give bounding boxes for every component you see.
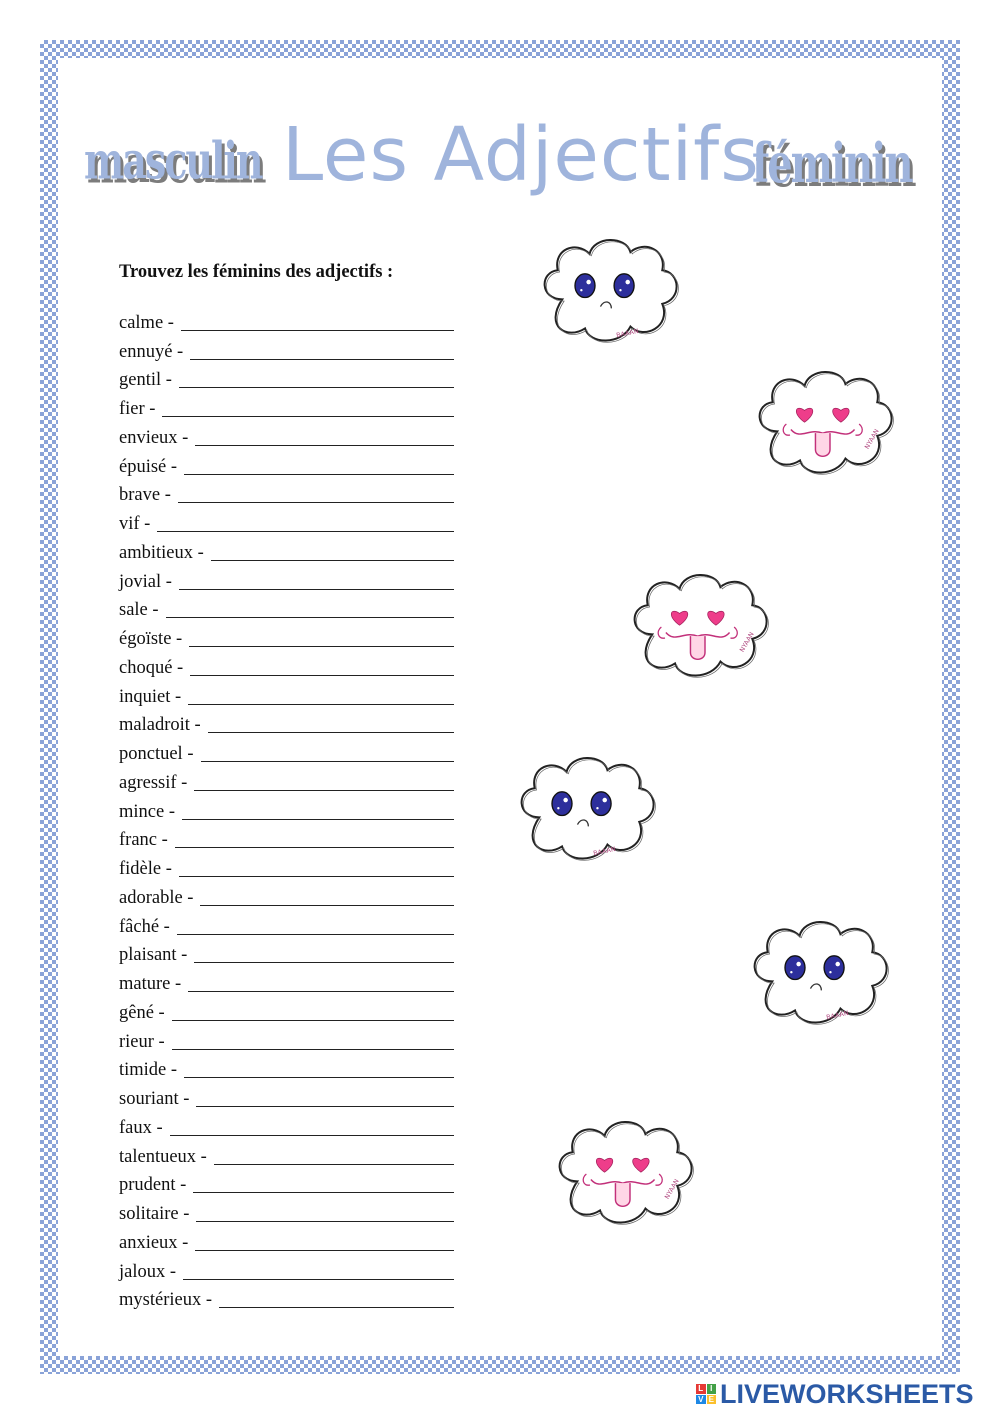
liveworksheets-logo <box>696 1380 974 1408</box>
answer-blank[interactable] <box>166 597 454 618</box>
logo-text: LIVEWORKSHEETS <box>720 1378 974 1409</box>
cloud-signature: BAAAN <box>615 327 640 340</box>
masculin-label: masculin <box>84 130 262 191</box>
adjective-row <box>119 421 454 450</box>
adjective-word: mystérieux - <box>119 1290 212 1311</box>
answer-blank[interactable] <box>208 712 454 733</box>
cloud-signature: NYAAN <box>738 631 756 654</box>
adjective-row <box>119 622 454 651</box>
adjective-word: mince - <box>119 801 175 822</box>
adjective-row <box>119 737 454 766</box>
adjective-word: fâché - <box>119 916 170 937</box>
adjective-row <box>119 651 454 680</box>
adjective-word: jovial - <box>119 571 172 592</box>
logo-badge-letter: L <box>696 1384 706 1394</box>
answer-blank[interactable] <box>211 540 454 561</box>
answer-blank[interactable] <box>179 569 454 590</box>
adjective-word: mature - <box>119 974 182 994</box>
adjective-row <box>119 306 454 335</box>
adjective-row <box>119 967 454 996</box>
answer-blank[interactable] <box>162 396 454 417</box>
adjective-word: jaloux - <box>119 1261 177 1282</box>
adjective-row <box>119 565 454 594</box>
adjective-row <box>119 1226 454 1255</box>
logo-badge-letter: V <box>696 1395 706 1405</box>
answer-blank[interactable] <box>195 1230 454 1251</box>
page-title: Les Adjectifs <box>282 112 760 198</box>
answer-blank[interactable] <box>196 1086 454 1107</box>
adjective-row <box>119 507 454 536</box>
cloud-signature: BAAAN <box>592 845 617 858</box>
adjective-word: épuisé - <box>119 456 178 477</box>
adjective-word: gentil - <box>119 370 172 391</box>
answer-blank[interactable] <box>175 827 454 848</box>
sad-cloud-icon <box>535 230 685 360</box>
adjective-word: agressif - <box>119 772 188 793</box>
adjective-row <box>119 766 454 795</box>
adjective-row <box>119 450 454 479</box>
adjective-row <box>119 1140 454 1169</box>
adjective-word: prudent - <box>119 1175 187 1196</box>
adjective-row <box>119 1054 454 1083</box>
adjective-row <box>119 996 454 1025</box>
adjective-word: plaisant - <box>119 945 188 966</box>
cloud-signature: NYAAN <box>863 428 881 451</box>
cloud-signature: NYAAN <box>663 1178 681 1201</box>
adjective-row <box>119 1025 454 1054</box>
adjective-row <box>119 594 454 623</box>
adjective-row <box>119 1255 454 1284</box>
adjective-word: franc - <box>119 830 168 851</box>
adjective-row <box>119 680 454 709</box>
love-cloud-icon <box>625 565 775 695</box>
adjective-word: égoïste - <box>119 629 183 649</box>
answer-blank[interactable] <box>181 310 454 331</box>
adjective-word: faux - <box>119 1117 163 1138</box>
adjective-word: sale - <box>119 600 159 621</box>
adjective-word: fidèle - <box>119 859 172 879</box>
adjective-word: inquiet - <box>119 686 182 707</box>
adjective-word: gêné - <box>119 1002 165 1023</box>
answer-blank[interactable] <box>195 425 454 446</box>
answer-blank[interactable] <box>219 1287 454 1308</box>
answer-blank[interactable] <box>179 367 454 388</box>
adjective-word: anxieux - <box>119 1232 189 1253</box>
adjective-word: envieux - <box>119 427 189 448</box>
adjective-row <box>119 536 454 565</box>
answer-blank[interactable] <box>194 770 454 791</box>
adjective-word: adorable - <box>119 887 194 908</box>
adjective-word: talentueux - <box>119 1146 207 1167</box>
answer-blank[interactable] <box>172 1029 454 1050</box>
adjective-word: ennuyé - <box>119 341 184 362</box>
live-badge-icon <box>696 1384 716 1404</box>
adjective-word: timide - <box>119 1060 178 1081</box>
love-cloud-icon <box>750 362 900 492</box>
answer-blank[interactable] <box>184 1057 454 1078</box>
logo-badge-letter: E <box>707 1395 717 1405</box>
answer-blank[interactable] <box>200 885 454 906</box>
adjective-word: ambitieux - <box>119 542 204 563</box>
adjective-row <box>119 939 454 968</box>
adjective-row <box>119 1284 454 1313</box>
adjective-row <box>119 392 454 421</box>
adjective-word: calme - <box>119 312 174 333</box>
answer-blank[interactable] <box>157 511 454 532</box>
answer-blank[interactable] <box>182 799 454 820</box>
answer-blank[interactable] <box>183 1259 454 1280</box>
answer-blank[interactable] <box>189 626 454 647</box>
answer-blank[interactable] <box>178 482 454 503</box>
adjective-word: choqué - <box>119 657 184 678</box>
sad-cloud-icon <box>512 748 662 878</box>
adjective-word: rieur - <box>119 1031 165 1052</box>
adjective-row <box>119 364 454 393</box>
answer-blank[interactable] <box>201 741 455 762</box>
adjective-row <box>119 1111 454 1140</box>
answer-blank[interactable] <box>172 1000 454 1021</box>
adjective-word: brave - <box>119 485 171 506</box>
cloud-signature: BAAAN <box>825 1009 850 1022</box>
feminin-label: féminin <box>752 132 912 196</box>
adjective-row <box>119 824 454 853</box>
adjective-word: ponctuel - <box>119 744 194 764</box>
logo-badge-letter: I <box>707 1384 717 1394</box>
adjective-row <box>119 1082 454 1111</box>
adjective-word: solitaire - <box>119 1204 190 1224</box>
answer-blank[interactable] <box>193 1172 454 1193</box>
answer-blank[interactable] <box>184 454 454 475</box>
sad-cloud-icon <box>745 912 895 1042</box>
instruction-text: Trouvez les féminins des adjectifs : <box>119 262 394 282</box>
adjective-row <box>119 1169 454 1198</box>
love-cloud-icon <box>550 1112 700 1242</box>
answer-blank[interactable] <box>188 971 454 992</box>
adjective-list <box>119 306 454 1312</box>
adjective-row <box>119 709 454 738</box>
adjective-row <box>119 335 454 364</box>
adjective-row <box>119 852 454 881</box>
answer-blank[interactable] <box>170 1115 454 1136</box>
answer-blank[interactable] <box>196 1201 454 1222</box>
adjective-row <box>119 479 454 508</box>
adjective-row <box>119 881 454 910</box>
answer-blank[interactable] <box>194 942 454 963</box>
adjective-word: vif - <box>119 514 151 534</box>
adjective-word: souriant - <box>119 1089 190 1109</box>
adjective-word: fier - <box>119 399 156 419</box>
adjective-row <box>119 910 454 939</box>
adjective-word: maladroit - <box>119 715 201 736</box>
answer-blank[interactable] <box>190 339 454 360</box>
adjective-row <box>119 795 454 824</box>
answer-blank[interactable] <box>179 856 454 877</box>
answer-blank[interactable] <box>190 655 454 676</box>
answer-blank[interactable] <box>214 1144 454 1165</box>
answer-blank[interactable] <box>188 684 454 705</box>
adjective-row <box>119 1197 454 1226</box>
answer-blank[interactable] <box>177 914 454 935</box>
